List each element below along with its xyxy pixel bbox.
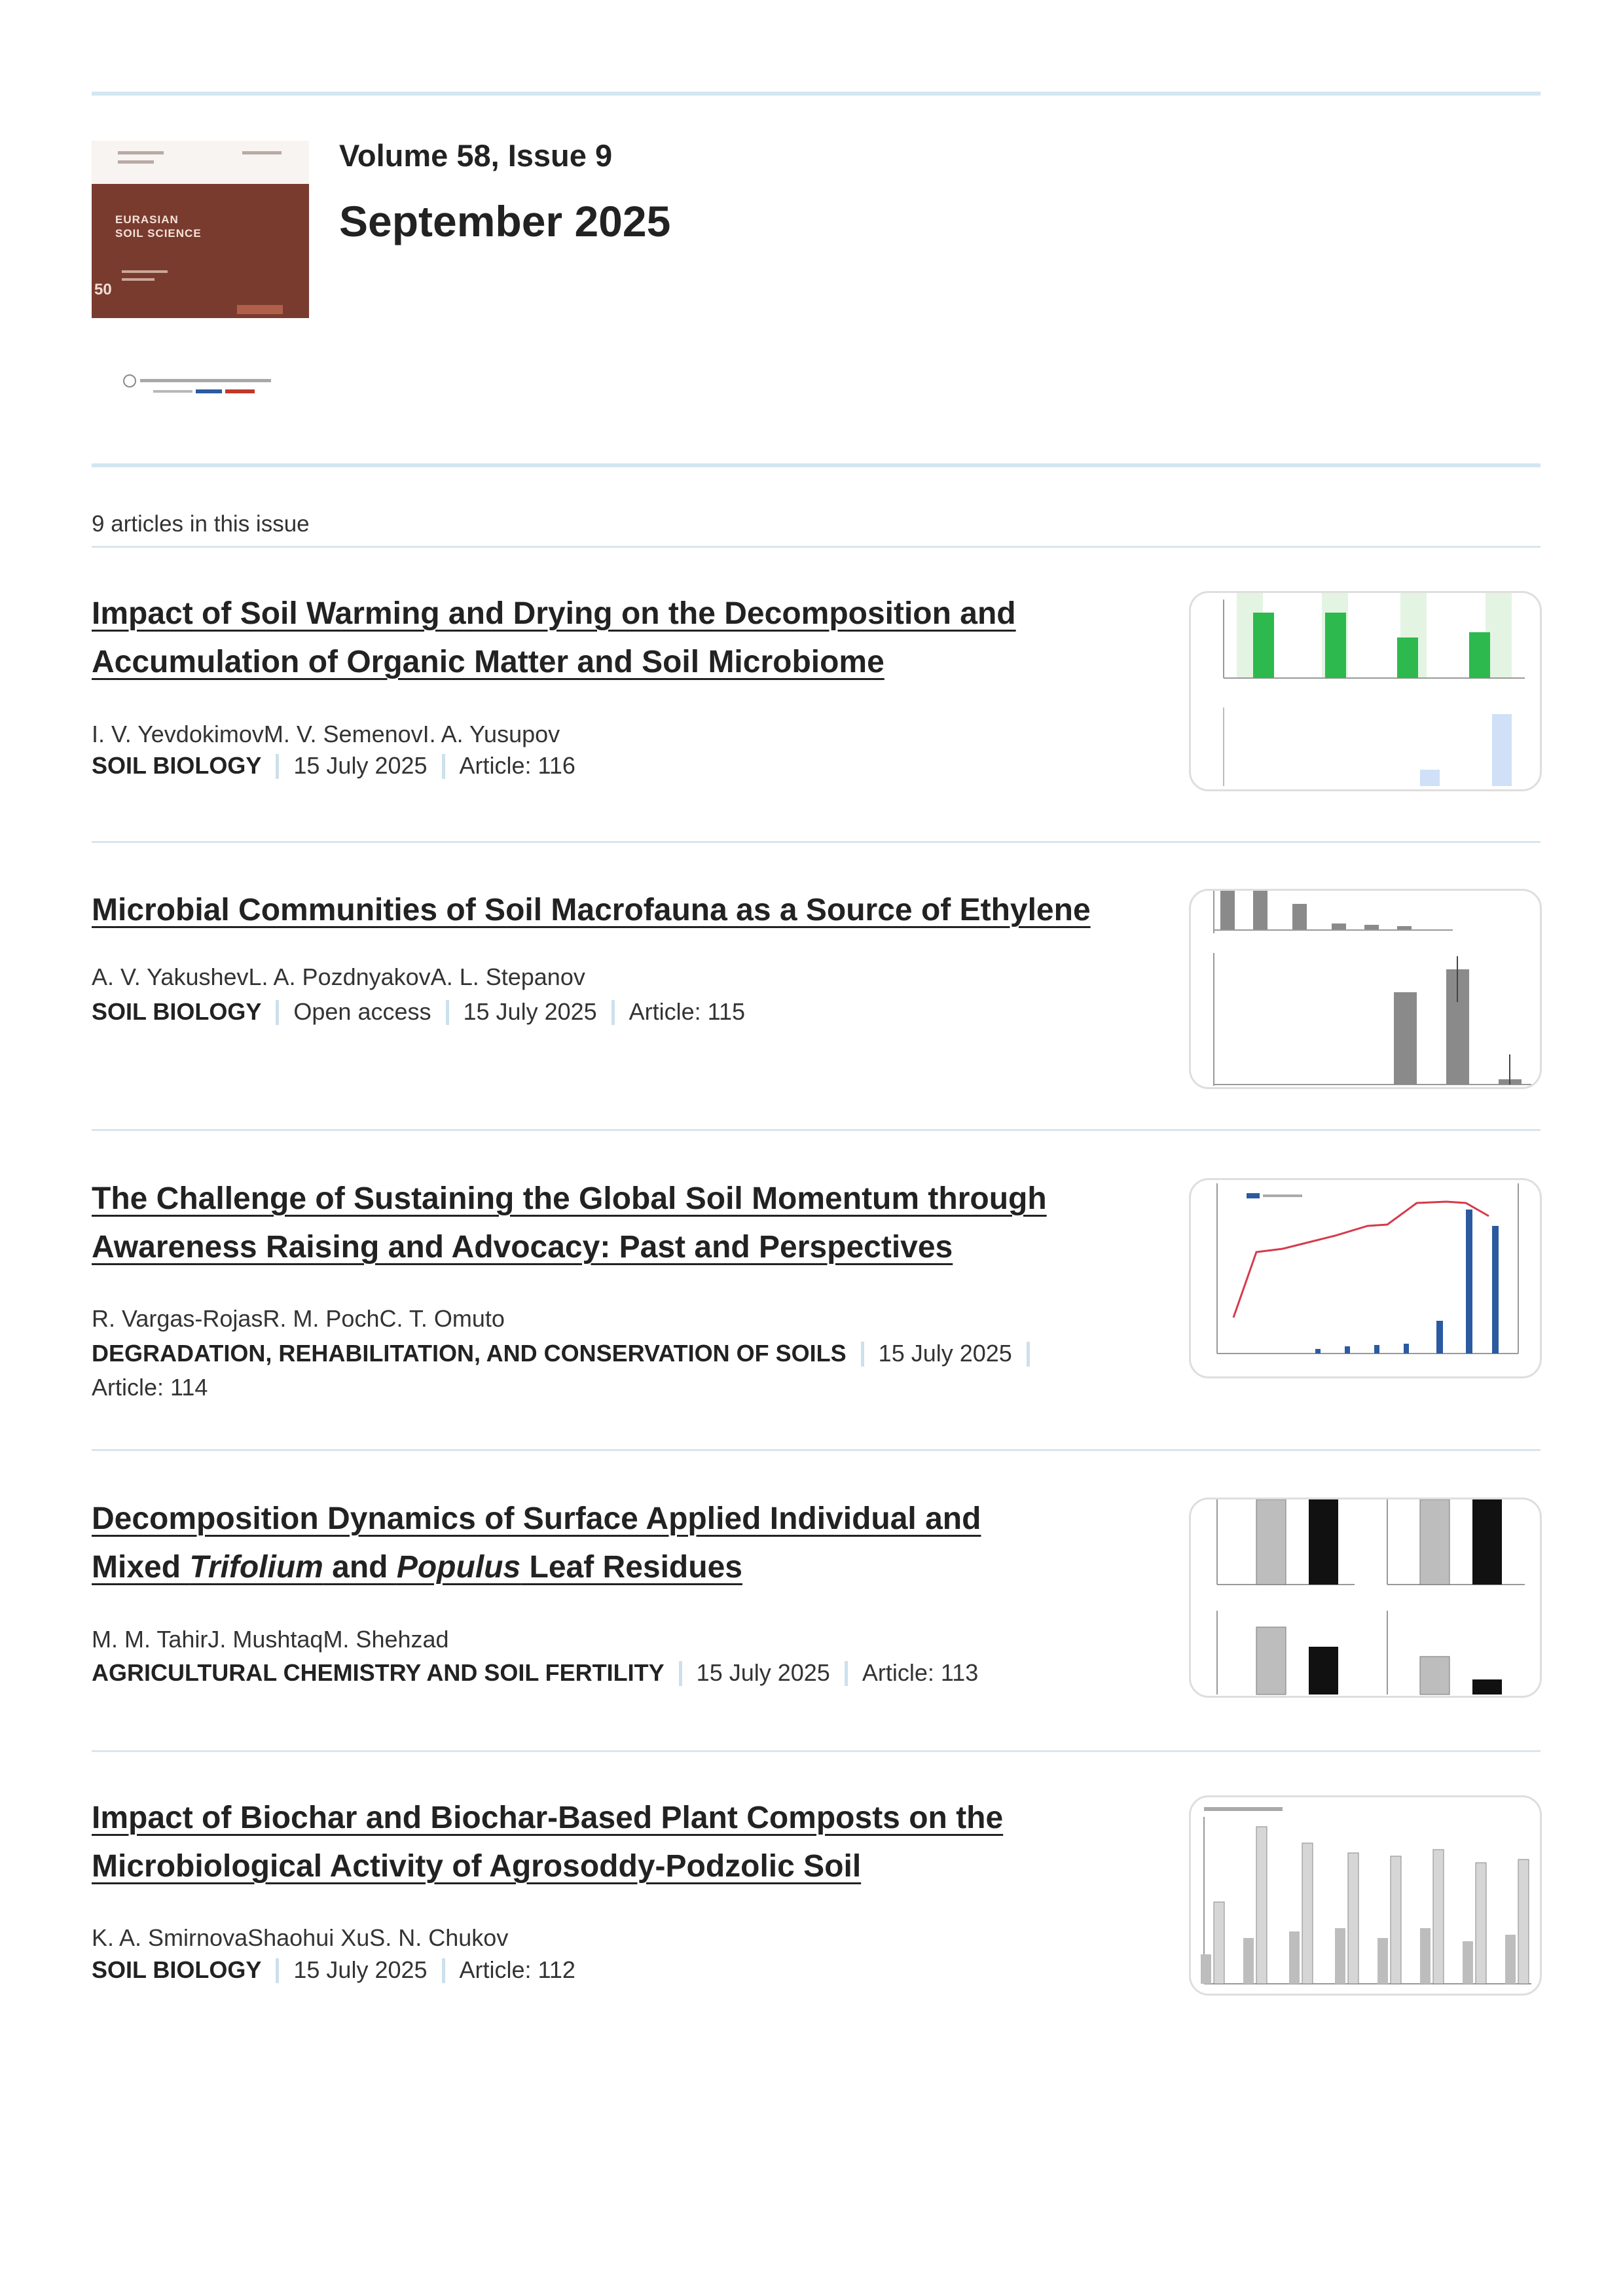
thumbnail-bar-chart-icon <box>1191 593 1540 789</box>
article-thumbnail[interactable] <box>1189 1795 1542 1996</box>
meta-separator <box>611 1000 615 1025</box>
article-title-link[interactable]: Impact of Biochar and Biochar-Based Plant Composts on the Microbiological Activity of Agrosoddy-Podzolic Soil <box>92 1801 1004 1884</box>
article-title-link[interactable]: Decomposition Dynamics of Surface Applied Individual and Mixed Trifolium and Populus Leaf Residues <box>92 1501 981 1585</box>
article-meta <box>92 1336 1139 1405</box>
article-authors: I. V. YevdokimovM. V. SemenovI. A. Yusupov <box>92 721 560 747</box>
meta-separator <box>446 1000 449 1025</box>
issue-divider <box>92 463 1541 467</box>
article-number: Article: 113 <box>862 1659 979 1686</box>
article-authors: R. Vargas-RojasR. M. PochC. T. Omuto <box>92 1305 505 1332</box>
journal-cover-image[interactable] <box>92 141 309 429</box>
article-meta <box>92 1953 1139 1987</box>
article-authors: M. M. TahirJ. MushtaqM. Shehzad <box>92 1626 449 1653</box>
thumbnail-bar-chart-icon <box>1191 1499 1540 1696</box>
article-authors: K. A. SmirnovaShaohui XuS. N. Chukov <box>92 1924 509 1951</box>
thumbnail-combo-chart-icon <box>1191 1180 1540 1376</box>
article-divider <box>92 1449 1541 1451</box>
cover-title: EURASIAN SOIL SCIENCE <box>115 213 202 240</box>
article-meta <box>92 1656 1139 1690</box>
article-date: 15 July 2025 <box>293 752 428 779</box>
article-divider <box>92 1129 1541 1131</box>
publisher-logo-icon <box>120 373 284 399</box>
article-meta <box>92 749 1139 783</box>
article-divider <box>92 841 1541 843</box>
meta-separator <box>845 1661 848 1686</box>
article-authors: A. V. YakushevL. A. PozdnyakovA. L. Stepanov <box>92 963 585 990</box>
list-divider <box>92 546 1541 548</box>
thumbnail-bar-chart-icon <box>1191 891 1540 1087</box>
article-meta <box>92 995 1139 1029</box>
article-date: 15 July 2025 <box>696 1659 830 1686</box>
thumbnail-bar-chart-icon <box>1191 1797 1540 1994</box>
meta-separator <box>442 754 445 779</box>
article-number: Article: 115 <box>629 998 746 1025</box>
header-divider <box>92 92 1541 96</box>
meta-separator <box>1027 1342 1030 1367</box>
article-count: 9 articles in this issue <box>92 511 310 537</box>
article-date: 15 July 2025 <box>878 1340 1012 1367</box>
meta-separator <box>276 1958 279 1983</box>
article-date: 15 July 2025 <box>463 998 597 1025</box>
article-thumbnail[interactable] <box>1189 1178 1542 1378</box>
article-date: 15 July 2025 <box>293 1956 428 1983</box>
article-thumbnail[interactable] <box>1189 591 1542 791</box>
meta-separator <box>679 1661 682 1686</box>
issue-volume: Volume 58, Issue 9 <box>339 138 613 173</box>
meta-separator <box>442 1958 445 1983</box>
article-section: DEGRADATION, REHABILITATION, AND CONSERVATION OF SOILS <box>92 1340 847 1367</box>
cover-number: 50 <box>94 281 112 298</box>
article-title-link[interactable]: Impact of Soil Warming and Drying on the Decomposition and Accumulation of Organic Matter and Soil Microbiome <box>92 596 1016 679</box>
open-access-badge: Open access <box>293 998 431 1025</box>
article-section: SOIL BIOLOGY <box>92 998 262 1025</box>
article-number: Article: 116 <box>459 752 575 779</box>
article-title-link[interactable]: The Challenge of Sustaining the Global Soil Momentum through Awareness Raising and Advocacy: Past and Perspectives <box>92 1181 1047 1265</box>
cover-strip <box>237 305 283 314</box>
article-section: SOIL BIOLOGY <box>92 752 262 779</box>
issue-date: September 2025 <box>339 197 671 245</box>
meta-separator <box>861 1342 864 1367</box>
meta-separator <box>276 1000 279 1025</box>
cover-header-strip <box>92 141 309 184</box>
article-thumbnail[interactable] <box>1189 889 1542 1089</box>
article-section: AGRICULTURAL CHEMISTRY AND SOIL FERTILITY <box>92 1659 665 1686</box>
article-title-link[interactable]: Microbial Communities of Soil Macrofauna as a Source of Ethylene <box>92 893 1091 927</box>
article-section: SOIL BIOLOGY <box>92 1956 262 1983</box>
cover-body <box>92 184 309 318</box>
article-divider <box>92 1750 1541 1752</box>
article-thumbnail[interactable] <box>1189 1498 1542 1698</box>
article-number: Article: 112 <box>459 1956 575 1983</box>
article-number: Article: 114 <box>92 1374 208 1401</box>
meta-separator <box>276 754 279 779</box>
